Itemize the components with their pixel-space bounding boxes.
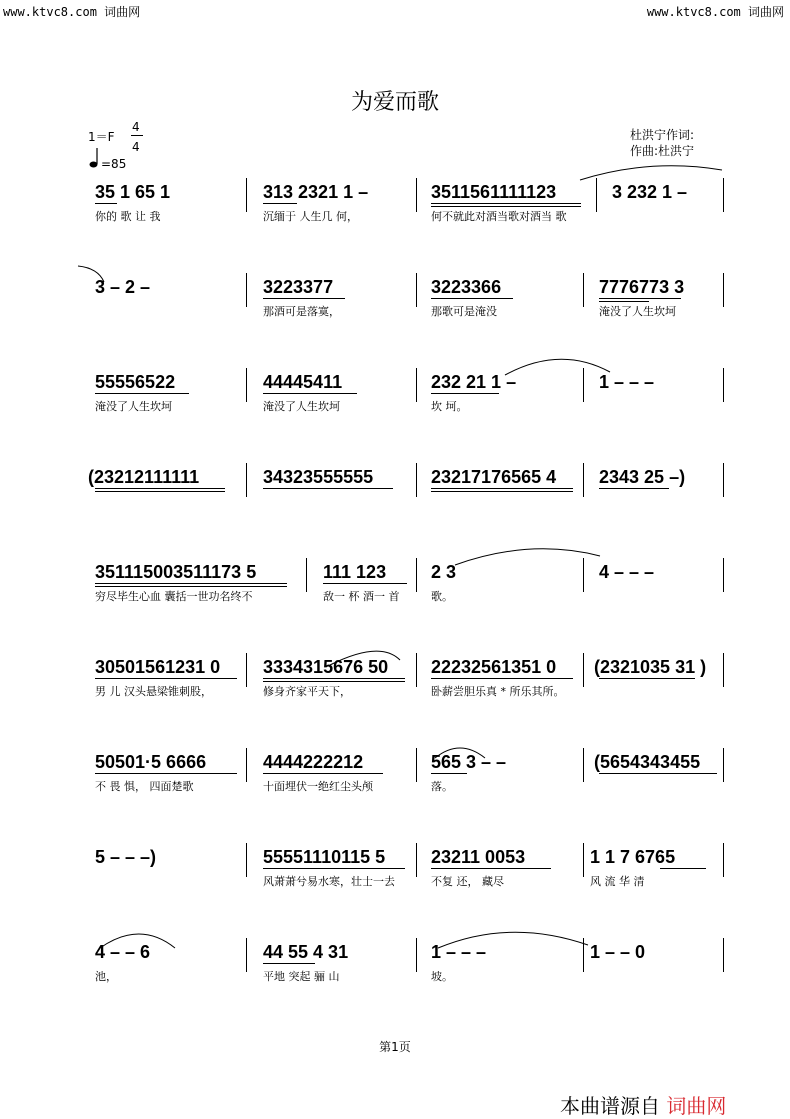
source-brand: 词曲网 (666, 1094, 727, 1118)
measure-notes: 55556522 (95, 372, 176, 392)
measure-lyric: 不复 还， 藏尽 (431, 875, 504, 888)
measure-lyric: 沉缅于 人生几 何， (263, 210, 358, 223)
lyricist-credit: 杜洪宁作词: (630, 128, 695, 142)
measure-notes: 3334315676 50 (263, 657, 389, 677)
measure-lyric: 池， (95, 970, 117, 983)
measure-notes: 55551110115 5 (263, 847, 386, 867)
measure-notes: 3511561111123 (431, 182, 557, 202)
measure-lyric: 平地 突起 骊 山 (263, 970, 340, 983)
measure-lyric: 修身齐家平天下， (263, 685, 351, 698)
measure-lyric: 那酒可是落寞， (263, 305, 340, 318)
slur-arc (438, 932, 588, 948)
measure-notes: (2321035 31 ) (594, 657, 707, 677)
measure-notes: 2 3 (431, 562, 457, 582)
measure-lyric: 那歌可是淹没 (431, 305, 497, 318)
measure-notes: 565 3 – – (431, 752, 507, 772)
time-signature-top: 4 (132, 120, 140, 134)
measure-notes: 111 123 (323, 562, 387, 582)
measure-notes: 23217176565 4 (431, 467, 557, 487)
measure-lyric: 落。 (431, 780, 453, 793)
site-watermark-right: www.ktvc8.com 词曲网 (646, 5, 784, 19)
tempo-marking: =85 (101, 157, 127, 171)
measure-notes: 2343 25 –) (599, 467, 686, 487)
measure-lyric: 十面埋伏一绝红尘头颅 (263, 780, 373, 793)
measure-notes: 7776773 3 (599, 277, 685, 297)
slur-arc (455, 549, 600, 565)
measure-notes: 3 – 2 – (95, 277, 151, 297)
measure-lyric: 男 儿 汉头悬梁锥刺股， (95, 685, 212, 698)
measure-notes: 3 232 1 – (612, 182, 688, 202)
measure-lyric: 坡。 (431, 970, 453, 983)
measure-notes: 44445411 (263, 372, 343, 392)
measure-notes: 50501·5 6666 (95, 752, 207, 772)
measure-lyric: 淹没了人生坎坷 (599, 305, 676, 318)
measure-notes: 30501561231 0 (95, 657, 221, 677)
measure-lyric: 你的 歌 让 我 (95, 210, 161, 223)
measure-lyric: 卧薪尝胆乐真 * 所乐其所。 (431, 685, 565, 698)
measure-notes: 351115003511173 5 (95, 562, 257, 582)
measure-lyric: 淹没了人生坎坷 (263, 400, 340, 413)
measure-lyric: 歌。 (431, 590, 453, 603)
measure-notes: 313 2321 1 – (263, 182, 369, 202)
measure-notes: 22232561351 0 (431, 657, 557, 677)
measure-notes: (23212111111 (88, 467, 200, 487)
slur-arc (330, 651, 400, 665)
measure-lyric: 坎 坷。 (431, 400, 468, 413)
measure-notes: 23211 0053 (431, 847, 526, 867)
measure-lyric: 不 畏 惧， 四面楚歌 (95, 780, 194, 793)
measure-notes: 1 – – – (431, 942, 487, 962)
slur-arc (100, 934, 175, 948)
measure-notes: 5 – – –) (95, 847, 157, 867)
measure-notes: 1 1 7 6765 (590, 847, 676, 867)
measure-notes: 44 55 4 31 (263, 942, 349, 962)
source-credit (560, 1090, 726, 1119)
song-title: 为爱而歌 (350, 90, 439, 115)
measure-notes: 4 – – 6 (95, 942, 151, 962)
measure-notes: (5654343455 (594, 752, 701, 772)
measure-lyric: 敌一 杯 酒一 首 (323, 590, 400, 603)
measure-notes: 4444222212 (263, 752, 364, 772)
slur-arc (505, 359, 610, 375)
measure-notes: 3223366 (431, 277, 502, 297)
measure-lyric: 穷尽毕生心血 囊括一世功名终不 (95, 590, 253, 603)
key-signature: 1＝F (88, 130, 115, 144)
measure-notes: 4 – – – (599, 562, 655, 582)
composer-credit: 作曲:杜洪宁 (630, 144, 695, 158)
measure-notes: 1 – – – (599, 372, 655, 392)
time-signature-bottom: 4 (132, 140, 140, 154)
source-prefix: 本曲谱源自 (560, 1094, 660, 1118)
measure-lyric: 何不就此对酒当歌对酒当 歌 (431, 210, 567, 223)
measure-notes: 35 1 65 1 (95, 182, 171, 202)
measure-notes: 232 21 1 – (431, 372, 517, 392)
slur-arc (580, 166, 722, 180)
site-watermark-left: www.ktvc8.com 词曲网 (3, 5, 141, 19)
slur-arc (78, 266, 104, 282)
measure-notes: 34323555555 (263, 467, 374, 487)
measure-notes: 3223377 (263, 277, 334, 297)
measure-lyric: 风萧萧兮易水寒，壮士一去 (263, 875, 395, 888)
measure-lyric: 淹没了人生坎坷 (95, 400, 172, 413)
measure-lyric: 风 流 华 清 (590, 875, 645, 888)
slur-arc (435, 748, 485, 758)
measure-notes: 1 – – 0 (590, 942, 646, 962)
page-number: 第1页 (379, 1040, 411, 1054)
